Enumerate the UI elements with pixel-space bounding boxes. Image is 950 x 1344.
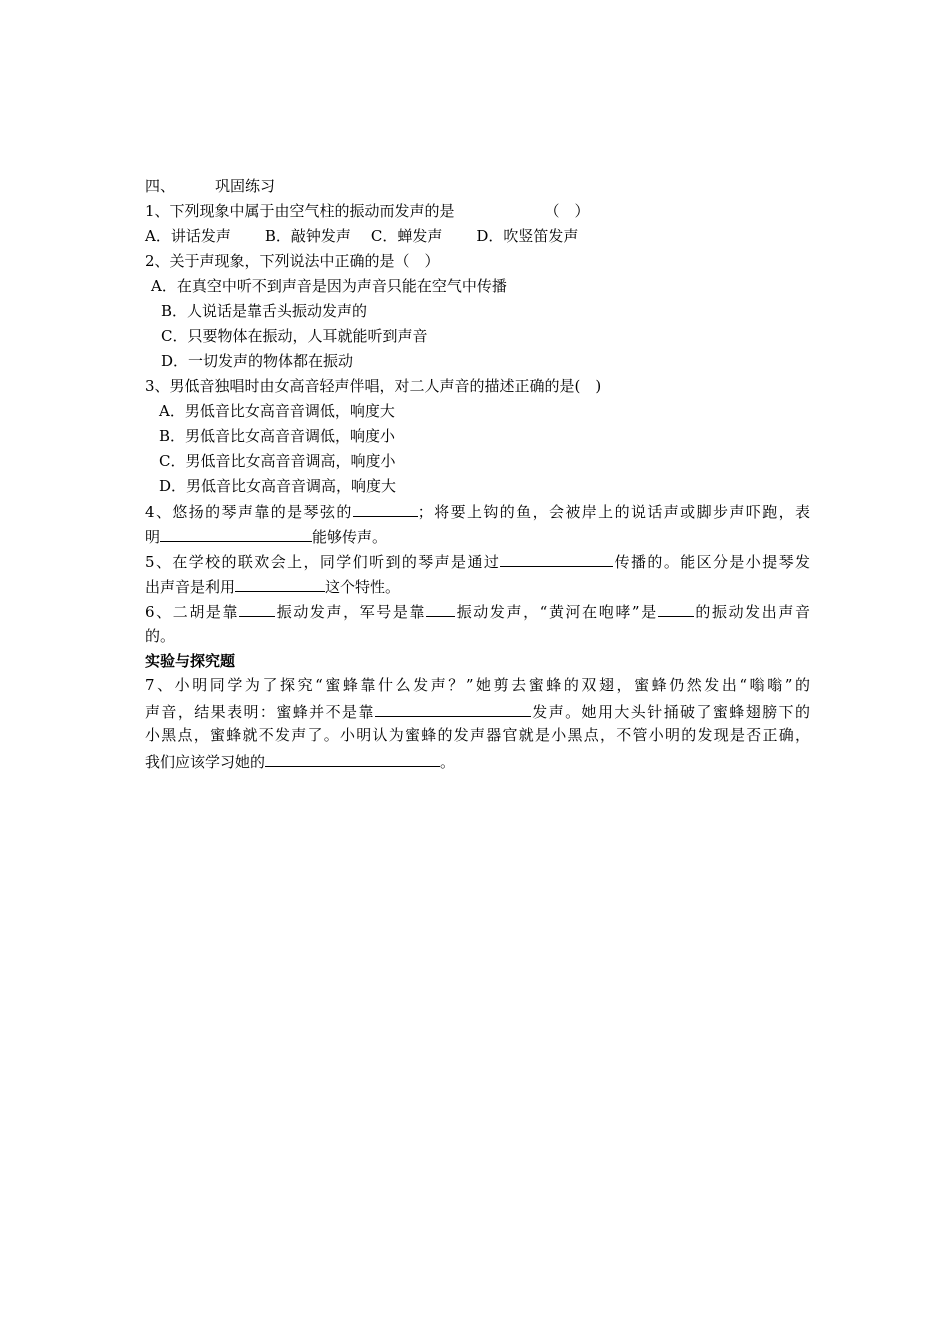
question-3-option-c: C．男低音比女高音音调高，响度小	[159, 452, 396, 470]
question-5-line-1	[145, 549, 810, 574]
question-7-line-1	[145, 674, 810, 699]
question-5-text-4: 这个特性。	[325, 578, 401, 596]
question-4-line-1	[145, 499, 810, 524]
question-7-text-5: 我们应该学习她的	[145, 753, 266, 771]
question-5-text-3: 出声音是利用	[145, 578, 236, 596]
question-4-text-1: 4、悠扬的琴声靠的是琴弦的	[145, 503, 353, 521]
experiment-section-title: 实验与探究题	[145, 652, 236, 670]
question-6-line-2: 的。	[145, 627, 176, 645]
question-5-blank-1[interactable]	[500, 549, 613, 567]
question-7-line-2	[145, 699, 810, 724]
question-2-option-a: A．在真空中听不到声音是因为声音只能在空气中传播	[151, 277, 507, 295]
question-6-line-1	[145, 599, 810, 624]
section-heading	[145, 174, 810, 199]
question-5-line-2	[145, 574, 810, 599]
question-7-text-6: 。	[440, 753, 456, 771]
question-1-options	[145, 224, 810, 249]
question-3-option-d: D．男低音比女高音音调高，响度大	[159, 477, 397, 495]
question-1-option-d: D．吹竖笛发声	[476, 227, 579, 245]
question-6-text-1: 6、二胡是靠	[145, 603, 240, 621]
question-1-text: 1、下列现象中属于由空气柱的振动而发声的是	[145, 202, 455, 220]
question-6-text-4: 的振动发出声音	[693, 603, 810, 621]
question-7-text-4: 小黑点，蜜蜂就不发声了。小明认为蜜蜂的发声器官就是小黑点，不管小明的发现是否正确，	[145, 726, 810, 744]
question-3-option-a: A．男低音比女高音音调低，响度大	[159, 402, 395, 420]
worksheet	[145, 174, 810, 774]
question-6-text-2: 振动发声，军号是靠	[275, 603, 427, 621]
question-2-stem: 2、关于声现象，下列说法中正确的是（ ）	[145, 252, 440, 270]
question-7-blank-1[interactable]	[375, 699, 531, 717]
question-6-blank-3[interactable]	[658, 599, 694, 617]
question-4-line-2	[145, 524, 810, 549]
question-5-blank-2[interactable]	[235, 574, 325, 592]
question-4-blank-1[interactable]	[353, 499, 418, 517]
question-4-text-3: 明	[145, 528, 161, 546]
question-5-text-2: 传播的。能区分是小提琴发	[613, 553, 810, 571]
question-3-stem: 3、男低音独唱时由女高音轻声伴唱，对二人声音的描述正确的是( )	[145, 377, 602, 395]
question-1-stem	[145, 199, 810, 224]
question-7-line-3	[145, 724, 810, 749]
question-6-blank-1[interactable]	[239, 599, 275, 617]
question-4-text-2: ；将要上钩的鱼，会被岸上的说话声或脚步声吓跑，表	[417, 503, 810, 521]
question-6-blank-2[interactable]	[426, 599, 455, 617]
section-title: 巩固练习	[215, 177, 276, 195]
question-2-option-c: C．只要物体在振动，人耳就能听到声音	[161, 327, 428, 345]
question-7-line-4	[145, 749, 810, 774]
question-2-option-b: B．人说话是靠舌头振动发声的	[161, 302, 368, 320]
question-2-option-d: D．一切发声的物体都在振动	[161, 352, 354, 370]
question-7-text-3: 发声。她用大头针捅破了蜜蜂翅膀下的	[530, 703, 810, 721]
question-1-option-a: A．讲话发声	[145, 227, 231, 245]
question-1-option-b: B．敲钟发声	[264, 227, 351, 245]
question-7-text-1: 7、小明同学为了探究“蜜蜂靠什么发声？”她剪去蜜蜂的双翅，蜜蜂仍然发出“嗡嗡”的	[145, 676, 810, 694]
section-number: 四、	[145, 177, 176, 195]
question-7-blank-2[interactable]	[265, 749, 440, 767]
question-7-text-2: 声音，结果表明：蜜蜂并不是靠	[145, 703, 375, 721]
question-6-text-3: 振动发声，“黄河在咆哮”是	[455, 603, 658, 621]
question-3-option-b: B．男低音比女高音音调低，响度小	[159, 427, 396, 445]
question-1-option-c: C．蝉发声	[370, 227, 443, 245]
question-1-answer-paren: （ ）	[544, 202, 590, 220]
question-5-text-1: 5、在学校的联欢会上，同学们听到的琴声是通过	[145, 553, 501, 571]
question-4-blank-2[interactable]	[160, 524, 312, 542]
question-4-text-4: 能够传声。	[312, 528, 388, 546]
